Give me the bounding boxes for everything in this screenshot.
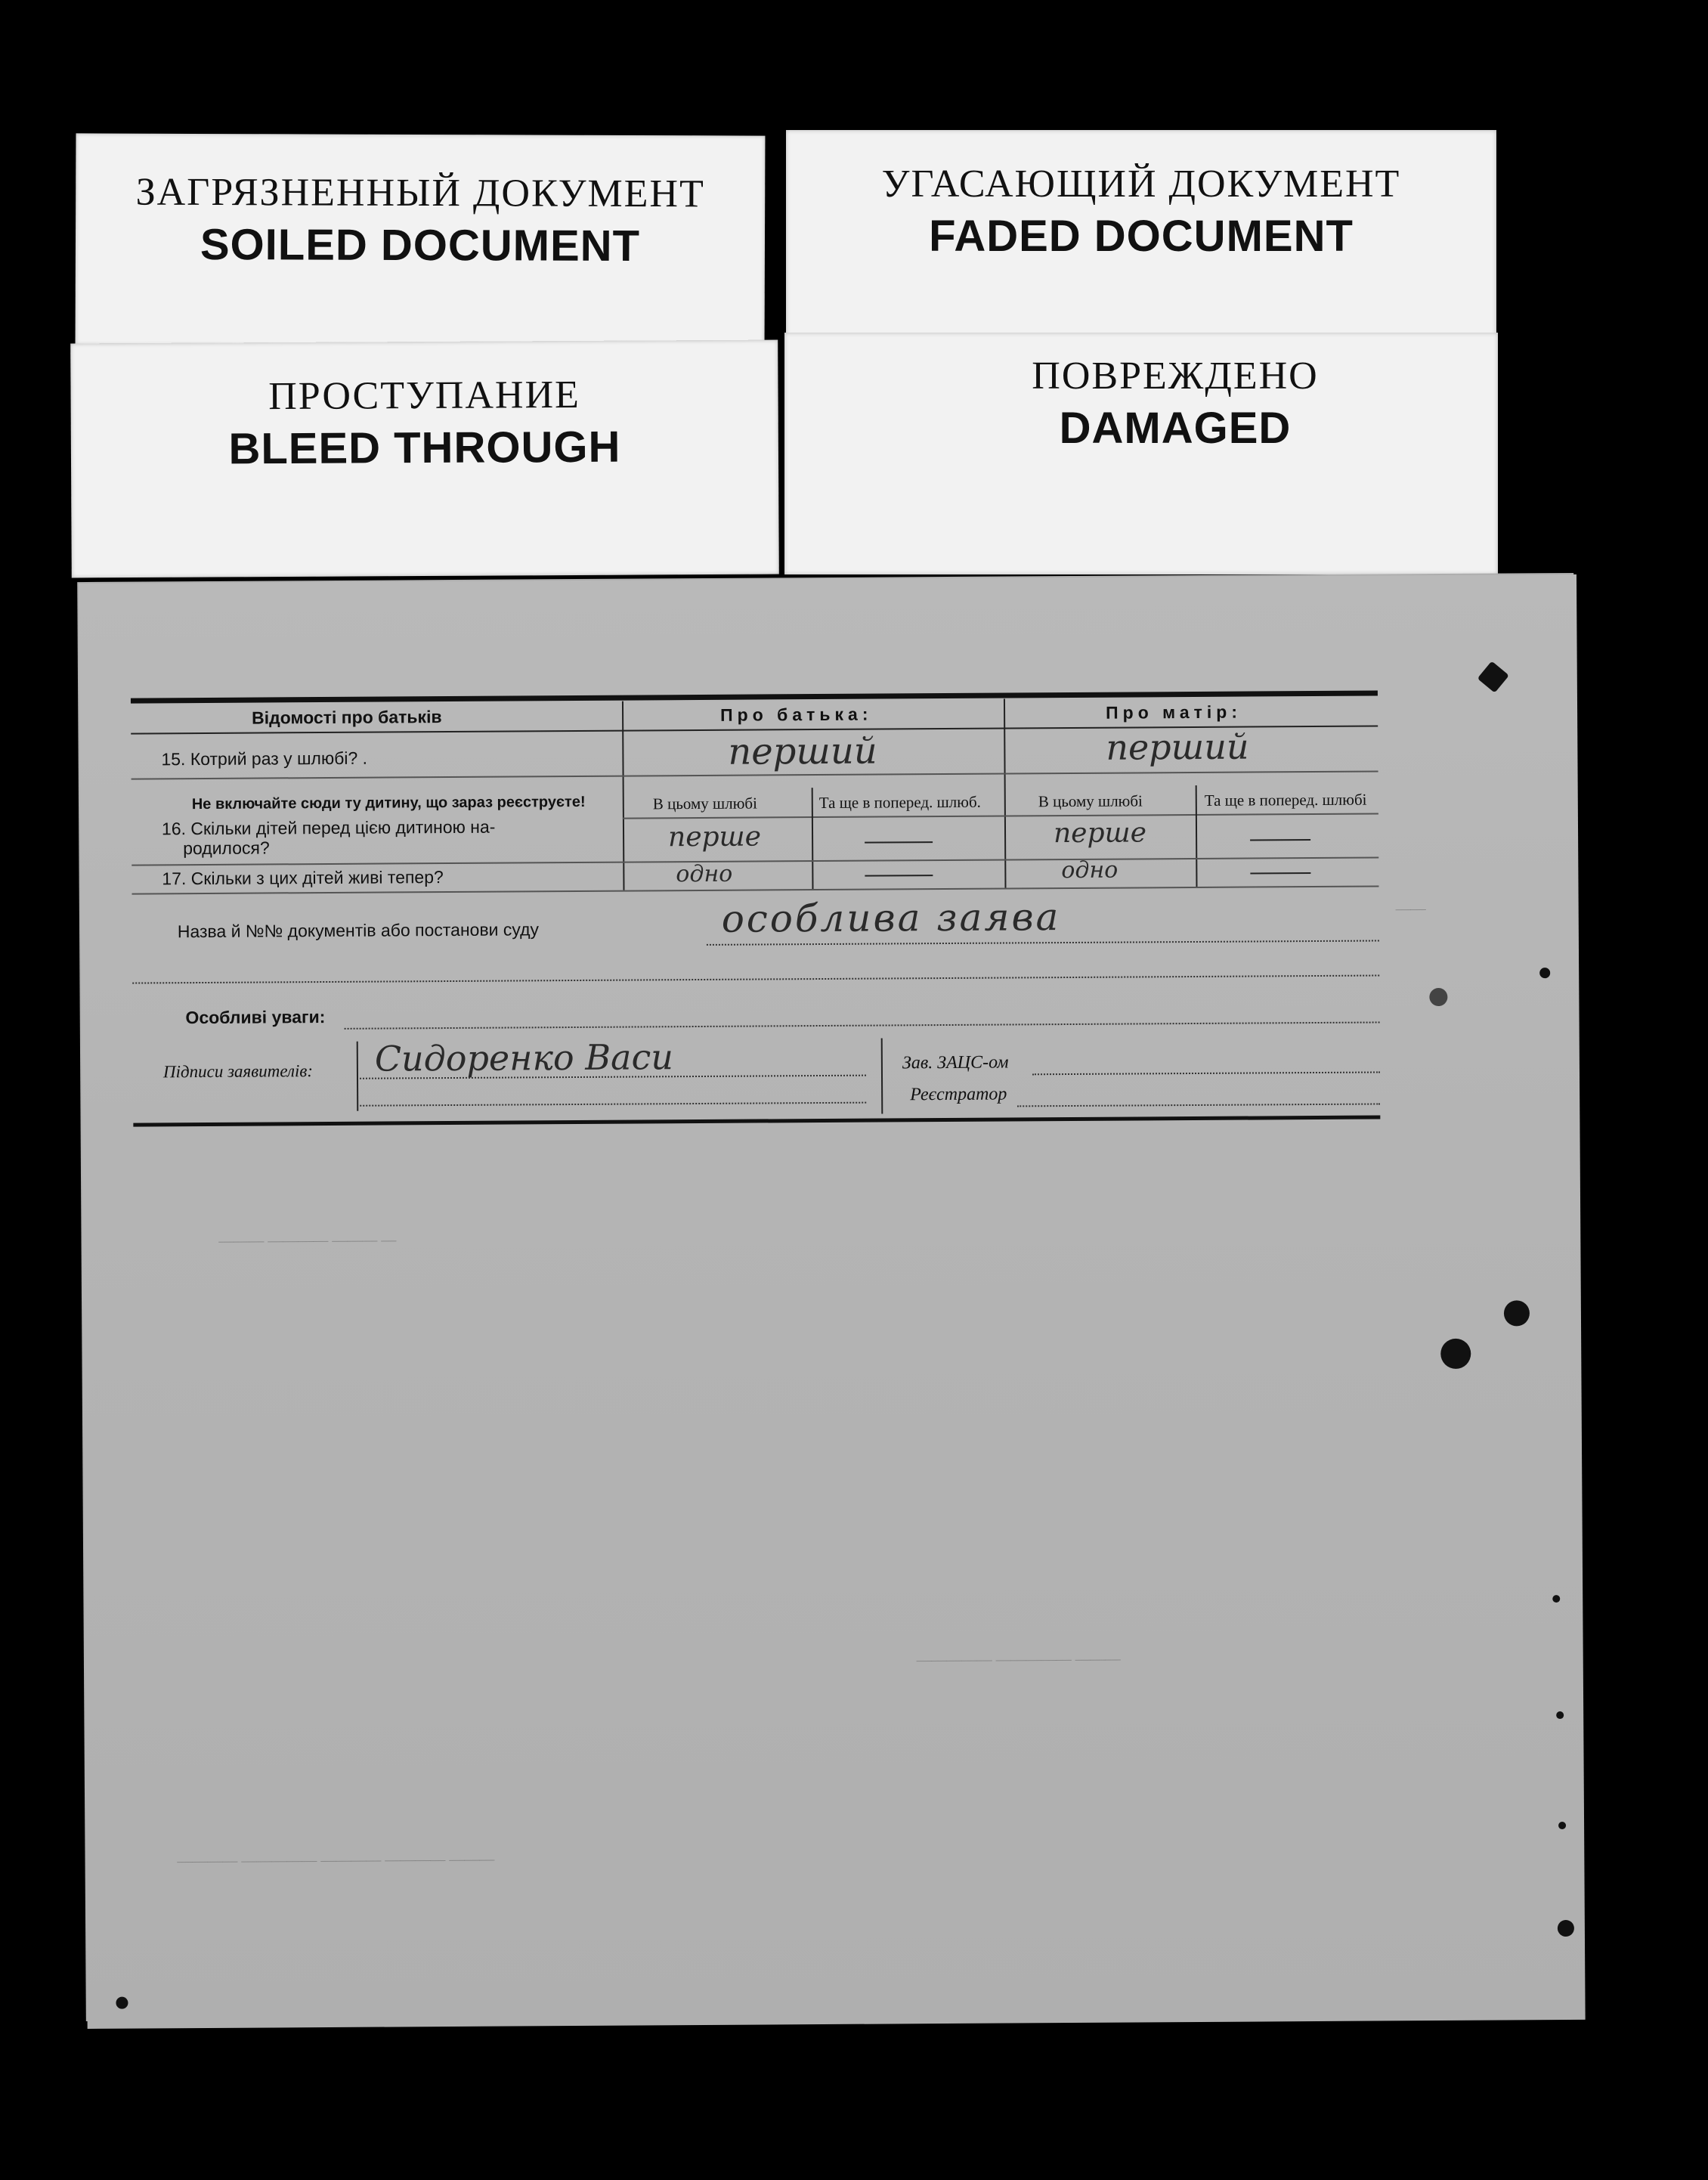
signature-divider bbox=[357, 1042, 359, 1111]
punch-hole bbox=[1552, 1595, 1560, 1602]
q16-mother-this-marriage-header: В цьому шлюбі bbox=[1038, 791, 1143, 811]
punch-hole bbox=[1504, 1300, 1530, 1326]
signature-section bbox=[132, 992, 1380, 1151]
remarks-line bbox=[345, 1021, 1380, 1029]
applicant-signature: Сидоренко Васи bbox=[374, 1036, 674, 1079]
signatures-label: Підписи заявителів: bbox=[162, 1061, 314, 1082]
q16-father-prev-dash bbox=[865, 841, 933, 844]
bleed-label-en: BLEED THROUGH bbox=[228, 422, 621, 474]
q16-father-answer: перше bbox=[667, 821, 762, 853]
q15-label: 15. Котрий раз у шлюбі? . bbox=[161, 748, 368, 770]
mother-header: Про матір: bbox=[1105, 701, 1242, 723]
soiled-label-ru: ЗАГРЯЗНЕННЫЙ ДОКУМЕНТ bbox=[135, 170, 705, 216]
damaged-card bbox=[784, 333, 1498, 574]
punch-hole bbox=[1539, 968, 1550, 978]
q16-subheader-rule bbox=[623, 813, 1378, 819]
faded-label-en: FADED DOCUMENT bbox=[929, 212, 1354, 261]
father-header: Про батька: bbox=[719, 704, 873, 725]
q16-rule bbox=[132, 856, 1378, 865]
punch-hole bbox=[1440, 1339, 1471, 1369]
signature-divider bbox=[881, 1039, 883, 1114]
document-page bbox=[79, 574, 1586, 2029]
damaged-label-en: DAMAGED bbox=[1059, 404, 1292, 453]
head-of-registry-label: Зав. ЗАЦС-ом bbox=[902, 1052, 1009, 1073]
damaged-label-ru: ПОВРЕЖДЕНО bbox=[1032, 355, 1319, 398]
bleed-through-card bbox=[70, 340, 779, 578]
punch-hole bbox=[1477, 661, 1509, 692]
punch-hole bbox=[1429, 988, 1447, 1006]
registrar-label: Реєстратор bbox=[910, 1084, 1007, 1105]
q16-note: Не включайте сюди ту дитину, що зараз реєструєте! bbox=[191, 793, 586, 813]
soiled-label-en: SOILED DOCUMENT bbox=[200, 219, 641, 271]
q16-father-this-marriage-header: В цьому шлюбі bbox=[652, 794, 757, 813]
head-signature-line bbox=[1032, 1071, 1380, 1075]
bottom-border bbox=[133, 1115, 1380, 1126]
q17-father-answer: одно bbox=[676, 860, 733, 888]
q16-label-cont: родилося? bbox=[183, 838, 270, 859]
punch-hole bbox=[1558, 1920, 1574, 1937]
parents-info-form bbox=[131, 691, 1379, 1001]
bleed-label-ru: ПРОСТУПАНИЕ bbox=[268, 373, 580, 419]
q17-label: 17. Скільки з цих дітей живі тепер? bbox=[162, 867, 444, 889]
q17-mother-prev-dash bbox=[1250, 872, 1310, 874]
bleed-through-mark: ———— ————— ———— ———— ——— bbox=[177, 1850, 495, 1870]
punch-hole bbox=[1556, 1711, 1564, 1719]
q16-mother-prev-dash bbox=[1250, 839, 1310, 841]
documents-line-2 bbox=[132, 974, 1379, 983]
q16-label: 16. Скільки дітей перед цією дитиною на- bbox=[161, 816, 496, 839]
bleed-through-mark: ————— ————— ——— bbox=[916, 1650, 1121, 1669]
q17-mother-answer: одно bbox=[1061, 856, 1119, 884]
signature-line-2 bbox=[360, 1102, 866, 1107]
punch-hole bbox=[1558, 1822, 1566, 1829]
faded-document-card bbox=[786, 130, 1496, 349]
documents-label: Назва й №№ документів або постанови суду bbox=[177, 919, 540, 942]
bleed-through-mark: ——— ———— ——— — bbox=[218, 1231, 397, 1249]
soiled-document-card bbox=[76, 133, 766, 347]
documents-value: особлива заява bbox=[721, 895, 1061, 941]
documents-line bbox=[707, 940, 1379, 945]
q15-mother-answer: перший bbox=[1106, 726, 1249, 768]
bleed-through-mark: —— bbox=[1395, 900, 1426, 918]
q17-father-prev-dash bbox=[865, 875, 933, 877]
faded-label-ru: УГАСАЮЩИЙ ДОКУМЕНТ bbox=[881, 163, 1401, 206]
parents-info-header: Відомості про батьків bbox=[252, 707, 442, 728]
punch-hole bbox=[116, 1997, 128, 2009]
q16-father-prev-marriage-header: Та ще в поперед. шлюб. bbox=[818, 792, 981, 813]
subcolumn-divider bbox=[1196, 785, 1198, 887]
remarks-label: Особливі уваги: bbox=[185, 1007, 326, 1028]
q16-mother-prev-marriage-header: Та ще в поперед. шлюбі bbox=[1204, 790, 1367, 810]
q16-mother-answer: перше bbox=[1053, 817, 1147, 850]
registrar-signature-line bbox=[1017, 1103, 1380, 1107]
q15-father-answer: перший bbox=[728, 729, 877, 773]
subcolumn-divider bbox=[812, 788, 814, 889]
